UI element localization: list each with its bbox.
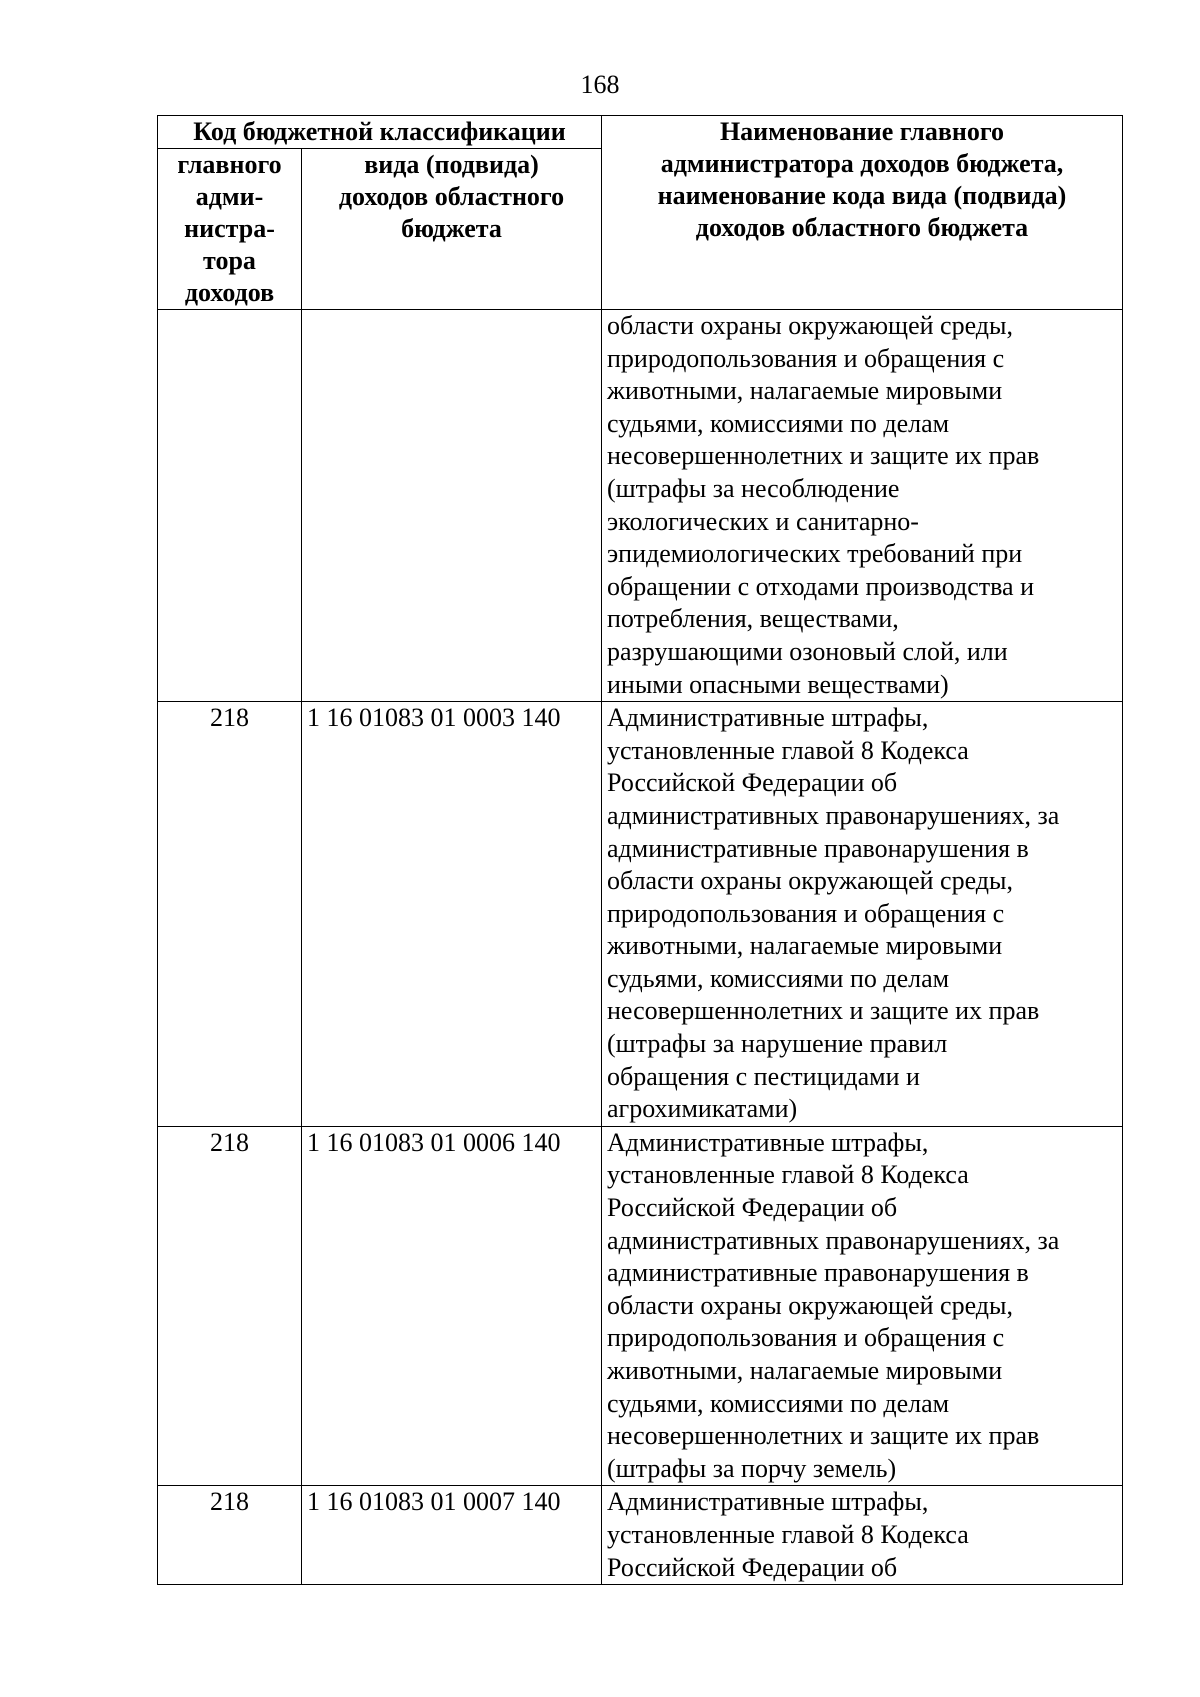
admin-code-cell: 218 (158, 702, 302, 1127)
description-line: потребления, веществами, (607, 604, 899, 634)
description-line: (штрафы за несоблюдение (607, 473, 900, 503)
description-line: судьями, комиссиями по делам (607, 1388, 950, 1418)
description-line: природопользования и обращения с (607, 898, 1005, 928)
description-line: обращения с пестицидами и (607, 1061, 920, 1091)
income-code-cell (302, 310, 602, 702)
description-line: области охраны окружающей среды, (607, 1290, 1013, 1320)
description-line: экологических и санитарно- (607, 506, 919, 536)
description-line: природопользования и обращения с (607, 1323, 1005, 1353)
description-line: судьями, комиссиями по делам (607, 408, 950, 438)
income-code-cell: 1 16 01083 01 0007 140 (302, 1486, 602, 1585)
name-column-header (602, 116, 1123, 310)
admin-column-header (158, 149, 302, 310)
description-line: природопользования и обращения с (607, 343, 1005, 373)
table-body (158, 310, 1123, 1585)
table-row (158, 310, 1123, 702)
description-line: установленные главой 8 Кодекса (607, 735, 969, 765)
description-line: обращении с отходами производства и (607, 571, 1034, 601)
description-line: области охраны окружающей среды, (607, 866, 1013, 896)
admin-code-cell: 218 (158, 1486, 302, 1585)
description-line: разрушающими озоновый слой, или (607, 636, 1008, 666)
table-row (158, 702, 1123, 1127)
admin-header-line: главного (177, 150, 282, 179)
description-line: судьями, комиссиями по делам (607, 963, 950, 993)
kind-column-header (302, 149, 602, 310)
admin-header-line: тора (203, 246, 256, 275)
admin-code-cell: 218 (158, 1126, 302, 1486)
kind-header-line: бюджета (401, 214, 502, 243)
description-line: Российской Федерации об (607, 1193, 898, 1223)
table-row (158, 1486, 1123, 1585)
description-cell (602, 310, 1123, 702)
admin-header-line: адми- (195, 182, 264, 211)
admin-header-line: нистра- (184, 214, 275, 243)
table-row (158, 1126, 1123, 1486)
description-line: животными, налагаемые мировыми (607, 376, 1003, 406)
description-cell (602, 1126, 1123, 1486)
admin-header-line: доходов (184, 278, 275, 307)
description-line: Административные штрафы, (607, 1127, 929, 1157)
description-line: несовершеннолетних и защите их прав (607, 441, 1040, 471)
description-line: животными, налагаемые мировыми (607, 1356, 1003, 1385)
description-cell (602, 1486, 1123, 1585)
description-line: административные правонарушения в (607, 833, 1029, 863)
description-line: Российской Федерации об (607, 768, 898, 798)
description-line: (штрафы за порчу земель) (607, 1453, 897, 1483)
description-line: Российской Федерации об (607, 1552, 898, 1582)
description-line: животными, налагаемые мировыми (607, 931, 1003, 961)
description-line: области охраны окружающей среды, (607, 311, 1013, 340)
income-code-cell: 1 16 01083 01 0006 140 (302, 1126, 602, 1486)
name-header-line: администратора доходов бюджета, (660, 149, 1064, 178)
table-header (158, 116, 1123, 310)
page-number: 168 (580, 70, 620, 99)
budget-classification-table (157, 115, 1123, 1585)
description-line: иными опасными веществами) (607, 669, 949, 699)
income-code-cell: 1 16 01083 01 0003 140 (302, 702, 602, 1127)
description-line: Административные штрафы, (607, 703, 929, 733)
description-line: установленные главой 8 Кодекса (607, 1519, 969, 1549)
description-line: установленные главой 8 Кодекса (607, 1160, 969, 1190)
description-line: административные правонарушения в (607, 1258, 1029, 1288)
description-line: административных правонарушениях, за (607, 800, 1060, 830)
budget-code-group-header: Код бюджетной классификации (158, 116, 602, 149)
kind-header-line: вида (подвида) (364, 150, 539, 179)
description-line: Административные штрафы, (607, 1487, 929, 1517)
admin-code-cell (158, 310, 302, 702)
description-line: эпидемиологических требований при (607, 539, 1023, 569)
name-header-line: Наименование главного (719, 117, 1005, 146)
description-line: агрохимикатами) (607, 1094, 798, 1124)
description-line: несовершеннолетних и защите их прав (607, 996, 1040, 1026)
header-row-group (158, 116, 1123, 149)
name-header-line: доходов областного бюджета (695, 213, 1029, 242)
name-header-line: наименование кода вида (подвида) (657, 181, 1067, 210)
kind-header-line: доходов областного (338, 182, 565, 211)
description-line: (штрафы за нарушение правил (607, 1029, 948, 1059)
description-line: несовершеннолетних и защите их прав (607, 1421, 1040, 1451)
description-cell (602, 702, 1123, 1127)
description-line: административных правонарушениях, за (607, 1225, 1060, 1255)
